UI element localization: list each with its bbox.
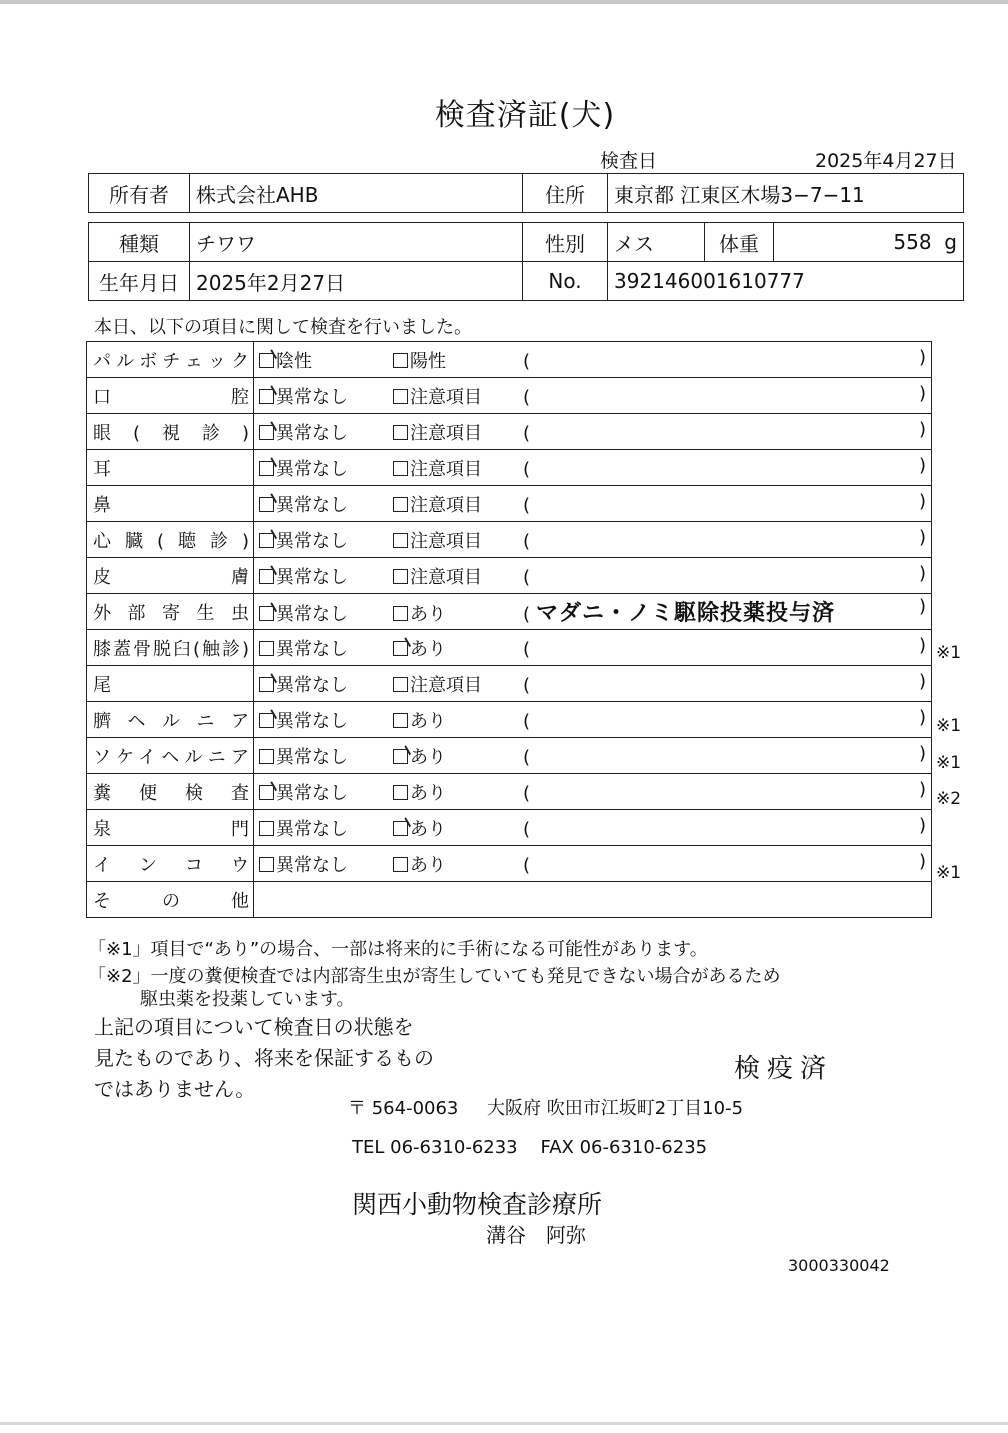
exam-row-asterisk: ※1 (936, 862, 962, 883)
number-value: 392146001610777 (608, 262, 964, 301)
exam-item-label: 糞便検査 (87, 774, 254, 810)
other-value-cell (254, 882, 932, 918)
exam-row (87, 594, 932, 630)
option1-checkbox[interactable] (259, 821, 274, 836)
note-close-paren: ) (918, 382, 926, 404)
exam-row-asterisk: ※2 (936, 789, 962, 810)
clinic-address-line (348, 1094, 743, 1120)
note-close-paren: ) (918, 454, 926, 476)
note-open-paren: ( (523, 530, 531, 552)
note-close-paren: ) (918, 850, 926, 872)
option1-label: 異常なし (276, 604, 348, 625)
exam-options-cell (254, 666, 932, 702)
option1-label: 異常なし (276, 458, 348, 480)
option2-checkbox[interactable] (393, 461, 408, 476)
exam-options-cell (254, 594, 932, 630)
note-close-paren: ) (918, 778, 926, 800)
exam-row (87, 378, 932, 414)
intro-text: 本日、以下の項目に関して検査を行いました。 (94, 317, 472, 338)
exam-row (87, 486, 932, 522)
exam-item-label: 耳 (87, 450, 254, 486)
note-open-paren: ( (523, 350, 531, 372)
note-open-paren: ( (523, 854, 531, 876)
note-close-paren: ) (918, 526, 926, 548)
inspector-name: 溝谷 阿弥 (486, 1223, 586, 1247)
option2-checkbox[interactable] (393, 785, 408, 800)
exam-options-cell (254, 378, 932, 414)
address-label: 住所 (523, 174, 608, 213)
option1-checkbox[interactable] (259, 606, 274, 621)
owner-table (88, 173, 964, 213)
note-open-paren: ( (523, 638, 531, 660)
postal-code: 〒 564-0063 (348, 1098, 459, 1119)
exam-row (87, 666, 932, 702)
option1-checkbox[interactable] (259, 749, 274, 764)
option1-label: 異常なし (276, 674, 348, 696)
note-close-paren: ) (918, 418, 926, 440)
footnote-2-line1: 「※2」一度の糞便検査では内部寄生虫が寄生していても発見できない場合があるため (88, 966, 781, 987)
note-open-paren: ( (523, 782, 531, 804)
exam-options-cell (254, 450, 932, 486)
exam-row (87, 522, 932, 558)
exam-date-label: 検査日 (600, 150, 658, 172)
option1-checkbox[interactable] (259, 569, 274, 584)
exam-item-label: 心臓(聴診) (87, 522, 254, 558)
exam-date-value: 2025年4月27日 (815, 150, 957, 172)
option2-checkbox[interactable] (393, 533, 408, 548)
option2-label: 注意項目 (410, 494, 482, 516)
exam-options-cell (254, 630, 932, 666)
option1-checkbox[interactable] (259, 389, 274, 404)
note-close-paren: ) (918, 706, 926, 728)
option1-label: 異常なし (276, 494, 348, 516)
option2-label: 注意項目 (410, 674, 482, 696)
exam-row-asterisk: ※1 (936, 752, 962, 773)
option1-label: 異常なし (276, 710, 348, 732)
document-title: 検査済証(犬) (434, 98, 616, 133)
option2-checkbox[interactable] (393, 857, 408, 872)
owner-value: 株式会社AHB (190, 174, 523, 213)
fax-number: FAX 06-6310-6235 (540, 1137, 708, 1158)
exam-row (87, 630, 932, 666)
option1-label: 異常なし (276, 386, 348, 408)
exam-options-cell (254, 342, 932, 378)
exam-item-label: 泉門 (87, 810, 254, 846)
option2-label: 注意項目 (410, 566, 482, 588)
quarantine-stamp: 検疫済 (734, 1054, 834, 1084)
sex-value: メス (608, 223, 705, 262)
option1-label: 異常なし (276, 818, 348, 840)
exam-options-cell (254, 810, 932, 846)
birth-value: 2025年2月27日 (190, 262, 523, 301)
option2-label: あり (410, 710, 446, 732)
note-close-paren: ) (918, 346, 926, 368)
exam-options-cell (254, 738, 932, 774)
option2-label: あり (410, 818, 446, 840)
option2-checkbox[interactable] (393, 641, 408, 656)
weight-cell (774, 223, 964, 262)
exam-options-cell (254, 702, 932, 738)
exam-item-label: 鼻 (87, 486, 254, 522)
exam-options-cell (254, 414, 932, 450)
exam-item-label: インコウ (87, 846, 254, 882)
exam-row (87, 810, 932, 846)
note-open-paren: ( (523, 674, 531, 696)
option2-checkbox[interactable] (393, 569, 408, 584)
exam-row-asterisk: ※1 (936, 642, 962, 663)
note-open-paren: ( (523, 710, 531, 732)
other-label: その他 (87, 882, 254, 918)
exam-row (87, 774, 932, 810)
option1-checkbox[interactable] (259, 677, 274, 692)
exam-row (87, 342, 932, 378)
exam-row (87, 846, 932, 882)
tel-number: TEL 06-6310-6233 (352, 1137, 518, 1158)
note-close-paren: ) (918, 490, 926, 512)
exam-row (87, 558, 932, 594)
note-close-paren: ) (918, 596, 926, 617)
option1-checkbox[interactable] (259, 461, 274, 476)
option1-label: 異常なし (276, 854, 348, 876)
option1-checkbox[interactable] (259, 857, 274, 872)
option2-label: 陽性 (410, 350, 446, 372)
contact-line (352, 1137, 707, 1158)
footnote-1: 「※1」項目で“あり”の場合、一部は将来的に手術になる可能性があります。 (88, 939, 708, 960)
note-open-paren: ( (523, 604, 531, 625)
scan-edge-top (0, 0, 1008, 4)
disclaimer-text: 上記の項目について検査日の状態を 見たものであり、将来を保証するもの ではありません。 (94, 1015, 434, 1101)
option2-checkbox[interactable] (393, 389, 408, 404)
option2-label: 注意項目 (410, 530, 482, 552)
exam-row (87, 450, 932, 486)
note-close-paren: ) (918, 670, 926, 692)
option2-checkbox[interactable] (393, 497, 408, 512)
serial-number: 3000330042 (788, 1256, 890, 1275)
exam-item-label: パルボチェック (87, 342, 254, 378)
option2-checkbox[interactable] (393, 353, 408, 368)
option1-label: 異常なし (276, 638, 348, 660)
option2-checkbox[interactable] (393, 713, 408, 728)
option2-checkbox[interactable] (393, 425, 408, 440)
option2-label: 注意項目 (410, 422, 482, 444)
breed-label: 種類 (89, 223, 190, 262)
option2-label: あり (410, 638, 446, 660)
note-open-paren: ( (523, 458, 531, 480)
weight-label: 体重 (705, 223, 774, 262)
option2-label: 注意項目 (410, 458, 482, 480)
note-open-paren: ( (523, 746, 531, 768)
note-open-paren: ( (523, 566, 531, 588)
option1-label: 異常なし (276, 530, 348, 552)
option2-label: あり (410, 746, 446, 768)
note-close-paren: ) (918, 814, 926, 836)
exam-item-label: 眼(視診) (87, 414, 254, 450)
option1-checkbox[interactable] (259, 641, 274, 656)
clinic-address: 大阪府 吹田市江坂町2丁目10-5 (487, 1098, 744, 1119)
option1-label: 異常なし (276, 746, 348, 768)
exam-item-label: 口腔 (87, 378, 254, 414)
option1-checkbox[interactable] (259, 497, 274, 512)
option1-checkbox[interactable] (259, 425, 274, 440)
exam-row (87, 702, 932, 738)
clinic-name: 関西小動物検査診療所 (352, 1190, 603, 1219)
option1-checkbox[interactable] (259, 353, 274, 368)
note-text: マダニ・ノミ駆除投薬投与済 (536, 601, 836, 626)
note-open-paren: ( (523, 494, 531, 516)
exam-item-label: 皮膚 (87, 558, 254, 594)
exam-item-label: 膝蓋骨脱臼(触診) (87, 630, 254, 666)
owner-label: 所有者 (89, 174, 190, 213)
option2-checkbox[interactable] (393, 749, 408, 764)
number-label: No. (523, 262, 608, 301)
exam-row-asterisk: ※1 (936, 716, 962, 736)
exam-options-cell (254, 846, 932, 882)
option1-checkbox[interactable] (259, 713, 274, 728)
option1-label: 異常なし (276, 422, 348, 444)
exam-item-label: 外部寄生虫 (87, 594, 254, 630)
option2-label: あり (410, 782, 446, 804)
note-open-paren: ( (523, 422, 531, 444)
birth-label: 生年月日 (89, 262, 190, 301)
exam-options-cell (254, 486, 932, 522)
option2-label: あり (410, 854, 446, 876)
note-close-paren: ) (918, 742, 926, 764)
option1-label: 異常なし (276, 566, 348, 588)
exam-item-label: ソケイヘルニア (87, 738, 254, 774)
option1-checkbox[interactable] (259, 785, 274, 800)
exam-row (87, 738, 932, 774)
exam-options-cell (254, 558, 932, 594)
exam-row (87, 414, 932, 450)
note-close-paren: ) (918, 634, 926, 656)
scan-edge-bottom (0, 1422, 1008, 1425)
address-value: 東京都 江東区木場3−7−11 (608, 174, 964, 213)
sex-label: 性別 (523, 223, 608, 262)
pet-info-table (88, 222, 964, 301)
option2-checkbox[interactable] (393, 606, 408, 621)
option1-label: 陰性 (276, 350, 312, 372)
exam-item-label: 尾 (87, 666, 254, 702)
option2-label: 注意項目 (410, 386, 482, 408)
exam-options-cell (254, 774, 932, 810)
option2-checkbox[interactable] (393, 677, 408, 692)
weight-value: 558 (893, 230, 932, 254)
note-close-paren: ) (918, 562, 926, 584)
option1-label: 異常なし (276, 782, 348, 804)
exam-options-cell (254, 522, 932, 558)
option1-checkbox[interactable] (259, 533, 274, 548)
exam-row-other (87, 882, 932, 918)
breed-value: チワワ (190, 223, 523, 262)
weight-unit: g (944, 230, 957, 254)
exam-item-label: 臍ヘルニア (87, 702, 254, 738)
note-open-paren: ( (523, 818, 531, 840)
option2-checkbox[interactable] (393, 821, 408, 836)
footnote-2-line2: 駆虫薬を投薬しています。 (140, 989, 355, 1010)
exam-table (86, 341, 932, 918)
option2-label: あり (410, 604, 446, 625)
note-open-paren: ( (523, 386, 531, 408)
